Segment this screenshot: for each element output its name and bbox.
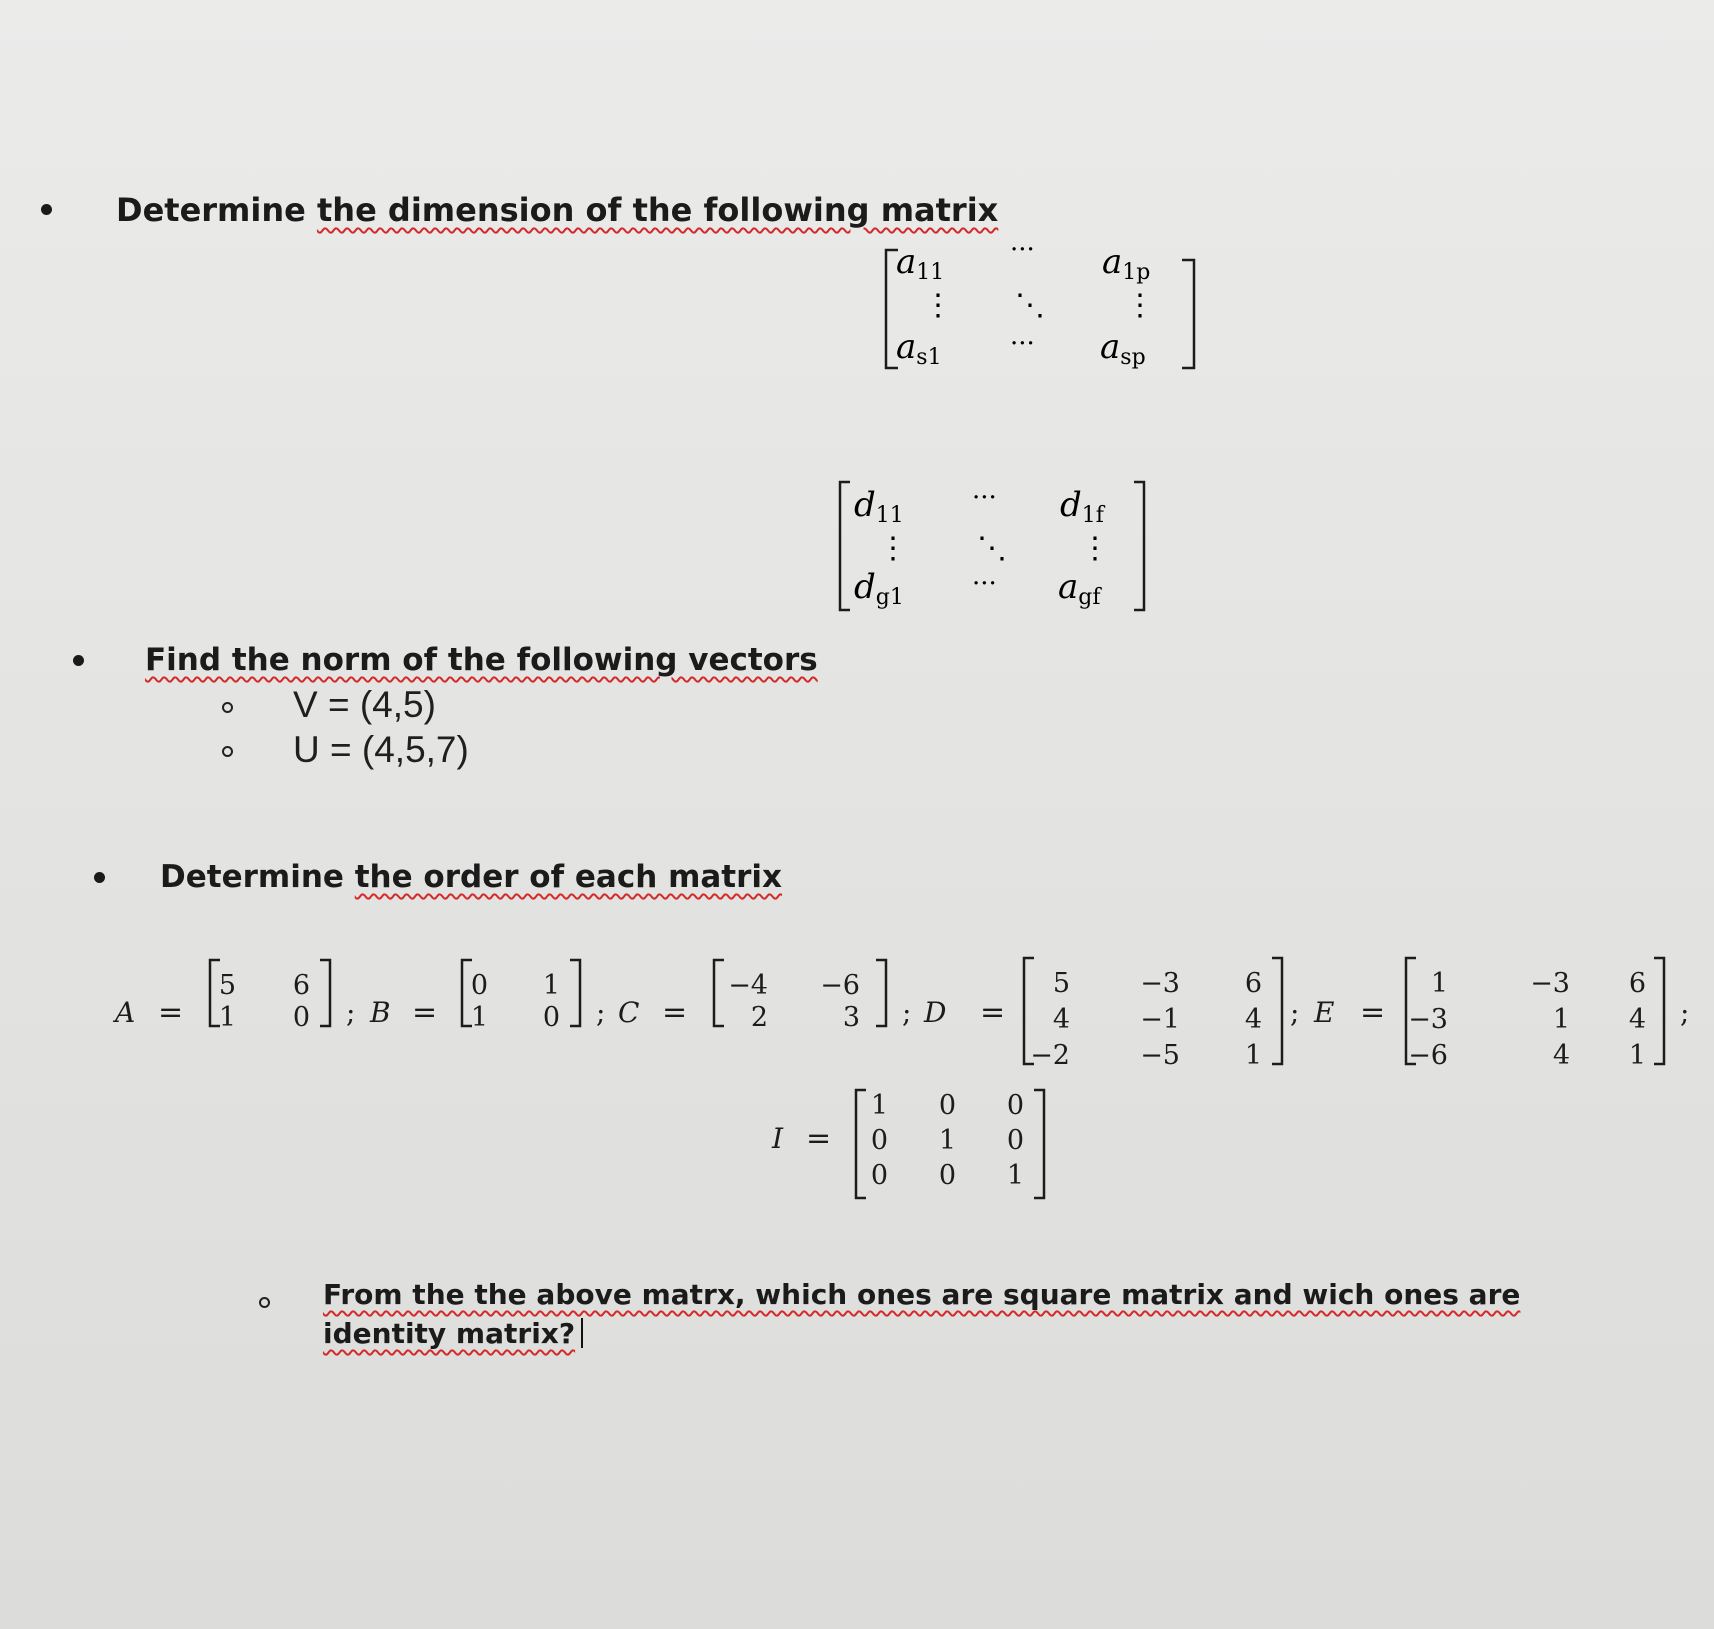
as1-sub: s1 <box>916 345 942 370</box>
vector-u: U = (4,5,7) <box>293 729 469 770</box>
a11-base: a <box>896 242 917 282</box>
matrix-d-cell: 5 <box>1052 968 1070 999</box>
matrix-c-equals: = <box>662 995 688 1030</box>
matrix-b-equals: = <box>412 995 438 1030</box>
matrix-e-cell: −3 <box>1530 968 1570 999</box>
svg-text:d1f <box>1060 485 1106 528</box>
dg1-sub: g1 <box>875 585 904 610</box>
matrix-i-cell: 0 <box>938 1160 956 1191</box>
matrix-e-name: E <box>1314 996 1335 1029</box>
matrix-i-equals: = <box>806 1121 832 1156</box>
matrix-d-cell: −5 <box>1140 1040 1180 1071</box>
matrix-e-cell: 1 <box>1552 1004 1570 1035</box>
svg-text:dg1 <box>854 567 904 610</box>
square-identity-question[interactable] <box>323 1275 1663 1353</box>
text-cursor <box>581 1318 583 1348</box>
matrix-c-cell: 2 <box>750 1002 768 1033</box>
matrix-i-cell: 0 <box>870 1125 888 1156</box>
matrix-a-cell: 1 <box>218 1002 236 1033</box>
matrix-c-name: C <box>618 996 640 1029</box>
a-vdots-right: ⋮ <box>1125 288 1155 323</box>
matrix-a-separator: ; <box>346 996 356 1029</box>
svg-text:as1 <box>896 327 942 370</box>
svg-text:agf <box>1058 567 1102 610</box>
d11-sub: 11 <box>875 503 904 528</box>
matrix-e-cell: 1 <box>1628 1040 1646 1071</box>
matrix-d-equals: = <box>980 995 1006 1030</box>
d-vdots-right: ⋮ <box>1080 531 1110 566</box>
svg-text:d11 <box>854 485 904 528</box>
matrix-i-cell: 0 <box>938 1090 956 1121</box>
matrix-i-cell: 1 <box>938 1125 956 1156</box>
as1-base: a <box>896 327 917 367</box>
a-hdots-bottom: ··· <box>1010 329 1035 359</box>
matrix-i-right-bracket <box>1034 1090 1044 1198</box>
matrix-a-cell: 5 <box>218 970 236 1001</box>
q2-heading <box>145 642 818 678</box>
d1f-base: d <box>1060 485 1082 525</box>
bullet-q3 <box>94 872 105 883</box>
svg-text:asp <box>1100 327 1146 370</box>
matrix-i-cell: 1 <box>870 1090 888 1121</box>
agf-base: a <box>1058 567 1079 607</box>
asp-base: a <box>1100 327 1121 367</box>
a-ddots: ⋱ <box>1015 288 1045 323</box>
d-ddots: ⋱ <box>977 531 1007 566</box>
d11-base: d <box>854 485 876 525</box>
matrix-d-cell: 4 <box>1052 1004 1070 1035</box>
matrix-b-cell: 0 <box>542 1002 560 1033</box>
svg-text:a1p <box>1102 242 1150 285</box>
svg-text:a11 <box>896 242 944 285</box>
matrix-i-cell: 1 <box>1006 1160 1024 1191</box>
matrix-e-cell: 4 <box>1628 1004 1646 1035</box>
matrix-e-cell: −6 <box>1408 1040 1448 1071</box>
agf-sub: gf <box>1078 585 1101 610</box>
matrix-e-right-bracket <box>1654 958 1664 1064</box>
a1p-base: a <box>1102 242 1123 282</box>
matrix-b-cell: 1 <box>542 970 560 1001</box>
matrix-b-separator: ; <box>596 996 606 1029</box>
matrix-e-equals: = <box>1360 995 1386 1030</box>
a-vdots-left: ⋮ <box>923 288 953 323</box>
matrix-b-name: B <box>370 996 391 1029</box>
matrix-i-cell: 0 <box>1006 1125 1024 1156</box>
vector-v: V = (4,5) <box>293 684 436 725</box>
d1f-sub: 1f <box>1081 503 1104 528</box>
matrix-a-name: A <box>115 996 136 1029</box>
matrix-d-cell: 4 <box>1244 1004 1262 1035</box>
d-hdots-bottom: ··· <box>972 569 997 599</box>
matrix-a-cell: 0 <box>292 1002 310 1033</box>
asp-sub: sp <box>1120 345 1146 370</box>
matrix-a-right-bracket <box>320 960 330 1026</box>
q3-heading-underlined: the order of each matrix <box>354 859 783 895</box>
matrix-b-right-bracket <box>570 960 580 1026</box>
matrix-d-cell: −3 <box>1140 968 1180 999</box>
bullet-q1 <box>41 204 52 215</box>
matrix-e-cell: 4 <box>1552 1040 1570 1071</box>
matrix-i-cell: 0 <box>870 1160 888 1191</box>
matrix-equation-row <box>0 950 1714 1210</box>
matrix-a-cell: 6 <box>292 970 310 1001</box>
matrix-c-left-bracket <box>714 960 724 1026</box>
matrix-e-separator: ; <box>1680 996 1690 1029</box>
question-line-1: From the the above matrx, which ones are square matrix and wich ones are <box>323 1278 1521 1311</box>
matrix-e-cell: 6 <box>1628 968 1646 999</box>
matrix-d-cell: −2 <box>1030 1040 1070 1071</box>
matrix-c-separator: ; <box>902 996 912 1029</box>
q1-heading-underlined: the dimension of the following matrix <box>316 191 999 229</box>
dg1-base: d <box>854 567 876 607</box>
matrix-c-cell: 3 <box>842 1002 860 1033</box>
matrix-e-cell: −3 <box>1408 1004 1448 1035</box>
bullet-q2 <box>73 655 84 666</box>
matrix-i-name: I <box>772 1122 784 1155</box>
matrix-e-cell: 1 <box>1430 968 1448 999</box>
sub-bullet-u <box>222 746 233 757</box>
q1-heading-prefix: Determine <box>116 191 317 229</box>
matrix-a-general <box>880 240 1200 380</box>
d-hdots-top: ··· <box>972 483 997 513</box>
question-line-2: identity matrix? <box>323 1317 576 1350</box>
matrix-d-name: D <box>924 996 947 1029</box>
sub-bullet-question <box>259 1297 270 1308</box>
q3-heading <box>160 859 782 895</box>
q3-heading-prefix: Determine <box>160 859 355 895</box>
matrix-a-equals: = <box>158 995 184 1030</box>
q1-heading <box>116 191 998 229</box>
a1p-sub: 1p <box>1122 260 1151 285</box>
matrix-d-separator: ; <box>1290 996 1300 1029</box>
matrix-b-cell: 1 <box>470 1002 488 1033</box>
matrix-d-cell: 6 <box>1244 968 1262 999</box>
q2-heading-text: Find the norm of the following vectors <box>145 642 818 678</box>
sub-bullet-v <box>222 702 233 713</box>
matrix-d-general <box>832 476 1152 616</box>
matrix-i-left-bracket <box>856 1090 866 1198</box>
matrix-d-cell: 1 <box>1244 1040 1262 1071</box>
matrix-d-cell: −1 <box>1140 1004 1180 1035</box>
matrix-c-cell: −6 <box>820 970 860 1001</box>
matrix-d-right-bracket <box>1272 958 1282 1064</box>
a11-sub: 11 <box>916 260 945 285</box>
matrix-c-cell: −4 <box>728 970 768 1001</box>
a-hdots-top: ··· <box>1010 240 1035 265</box>
d-vdots-left: ⋮ <box>878 531 908 566</box>
matrix-c-right-bracket <box>876 960 886 1026</box>
matrix-i-cell: 0 <box>1006 1090 1024 1121</box>
matrix-b-cell: 0 <box>470 970 488 1001</box>
